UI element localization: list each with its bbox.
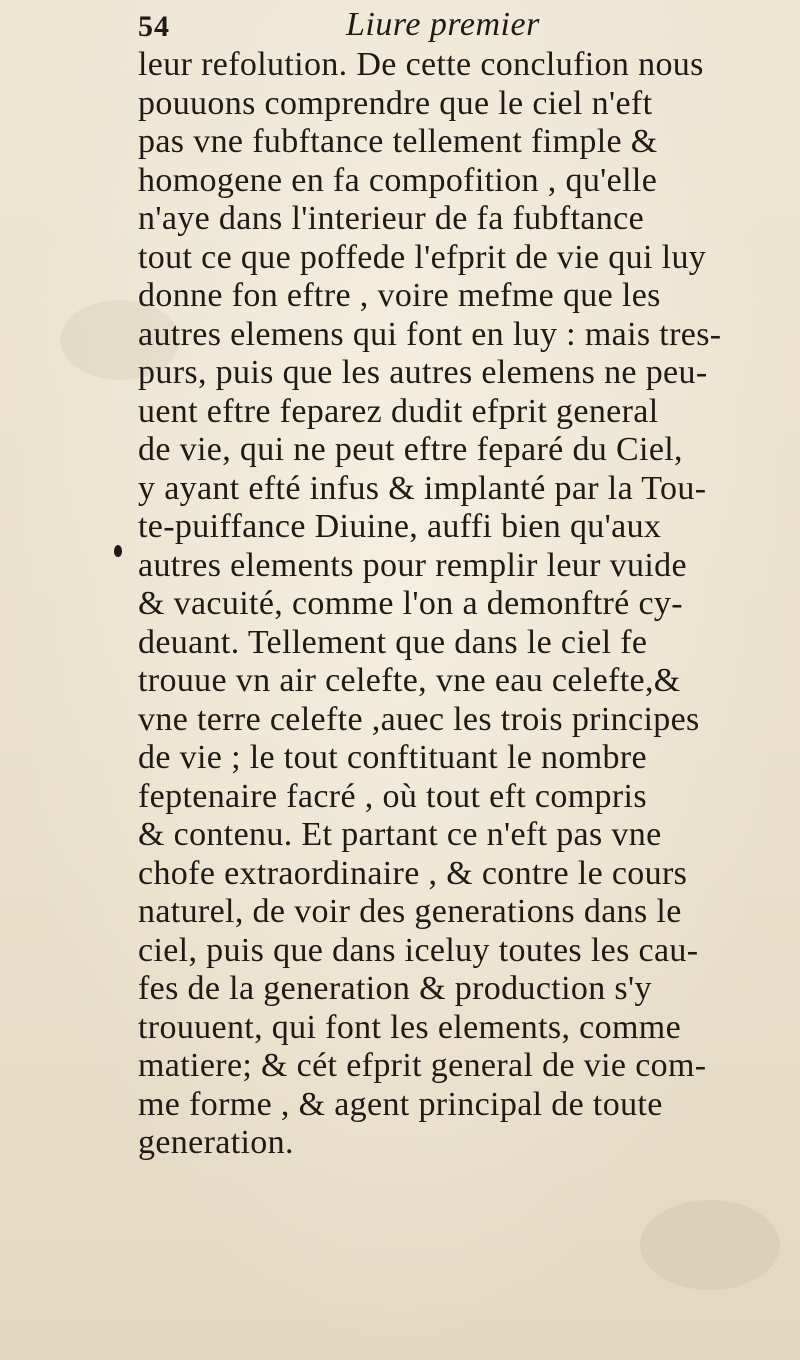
text-line: fes de la generation & production s'y [138, 970, 652, 1007]
text-line: de vie ; le tout conftituant le nombre [138, 739, 647, 776]
text-line: chofe extraordinaire , & contre le cours [138, 854, 688, 892]
text-line: pouuons comprendre que le ciel n'eft [138, 84, 653, 122]
text-line: trouue vn air celefte, vne eau celefte,& [138, 662, 681, 699]
text-line: me forme , & agent principal de toute [138, 1085, 663, 1123]
text-line: & contenu. Et partant ce n'eft pas vne [138, 816, 662, 853]
text-line: ciel, puis que dans iceluy toutes les cau- [138, 931, 699, 969]
text-line: uent eftre feparez dudit efprit general [138, 392, 659, 430]
text-line: vne terre celefte ,auec les trois principes [138, 700, 700, 738]
text-line: autres elemens qui font en luy : mais tres- [138, 315, 722, 353]
text-line: matiere; & cét efprit general de vie com- [138, 1047, 707, 1084]
text-line: te-puiffance Diuine, auffi bien qu'aux [138, 508, 662, 545]
text-line: naturel, de voir des generations dans le [138, 893, 682, 930]
running-head: Liure premier [346, 6, 540, 43]
margin-mark [114, 545, 122, 557]
body-text [138, 46, 788, 1163]
text-line: homogene en fa compofition , qu'elle [138, 161, 658, 199]
text-line: donne fon eftre , voire mefme que les [138, 277, 661, 314]
page-header [138, 4, 778, 44]
text-line: trouuent, qui font les elements, comme [138, 1008, 682, 1046]
text-line: autres elements pour remplir leur vuide [138, 546, 687, 584]
page-number: 54 [138, 10, 170, 43]
text-line: leur refolution. De cette conclufion nous [138, 46, 704, 83]
text-line: feptenaire facré , où tout eft compris [138, 777, 647, 815]
text-line: & vacuité, comme l'on a demonftré cy- [138, 585, 683, 622]
text-line: de vie, qui ne peut eftre feparé du Ciel, [138, 431, 683, 468]
text-line: generation. [138, 1124, 294, 1161]
text-line: tout ce que poffede l'efprit de vie qui luy [138, 238, 707, 276]
text-line: pas vne fubftance tellement fimple & [138, 123, 658, 160]
text-line: n'aye dans l'interieur de fa fubftance [138, 200, 645, 237]
text-line: purs, puis que les autres elemens ne peu- [138, 354, 708, 391]
text-line: y ayant efté infus & implanté par la Tou- [138, 469, 707, 507]
text-line: deuant. Tellement que dans le ciel fe [138, 623, 648, 661]
paper-stain [640, 1200, 780, 1290]
